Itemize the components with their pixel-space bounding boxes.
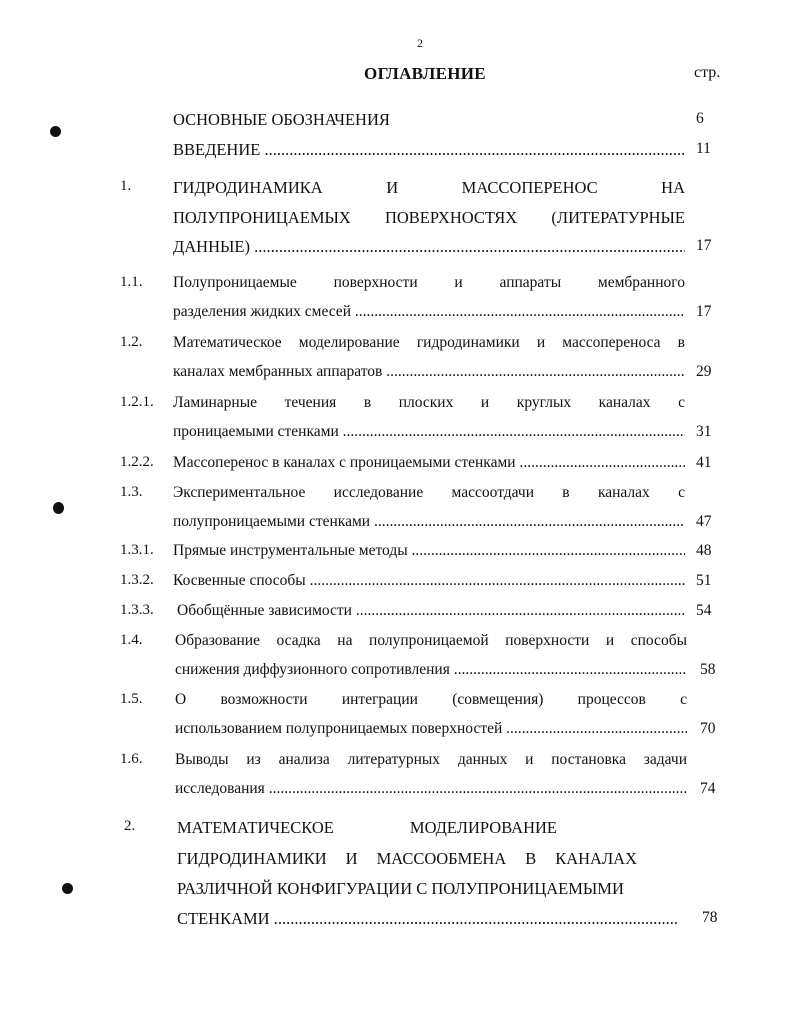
toc-entry-title[interactable]: Выводы из анализа литературных данных и постановка задачи bbox=[175, 751, 687, 768]
page-column-label: стр. bbox=[694, 64, 721, 81]
toc-entry-number: 1.2.1. bbox=[120, 394, 154, 410]
scan-speck bbox=[53, 502, 64, 514]
toc-entry-title[interactable]: Экспериментальное исследование массоотдачи в каналах с bbox=[173, 484, 685, 501]
toc-entry-title-cont[interactable]: полупроницаемыми стенками ..... bbox=[173, 513, 685, 531]
page-number: 2 bbox=[417, 36, 423, 50]
toc-entry-page: 74 bbox=[700, 780, 716, 797]
toc-entry-title[interactable]: Образование осадка на полупроницаемой поверхности и способы bbox=[175, 632, 687, 649]
toc-entry-title-cont[interactable]: разделения жидких смесей ..... bbox=[173, 303, 685, 321]
toc-entry-title-cont[interactable]: исследования ..... bbox=[175, 780, 687, 798]
toc-entry-title[interactable]: ГИДРОДИНАМИКА И МАССОПЕРЕНОС НА bbox=[173, 178, 685, 197]
toc-entry-page: 47 bbox=[696, 513, 712, 530]
toc-entry-number: 1.2. bbox=[120, 334, 143, 350]
toc-entry-number: 1.1. bbox=[120, 274, 143, 290]
toc-entry-page: 41 bbox=[696, 454, 712, 471]
toc-entry-title[interactable]: О возможности интеграции (совмещения) процессов с bbox=[175, 691, 687, 708]
toc-entry-number: 1.3.2. bbox=[120, 572, 154, 588]
toc-entry-title-cont[interactable]: ГИДРОДИНАМИКИ И МАССООБМЕНА В КАНАЛАХ bbox=[177, 849, 637, 868]
toc-entry-title[interactable]: ОСНОВНЫЕ ОБОЗНАЧЕНИЯ bbox=[173, 110, 390, 129]
toc-entry-number: 1. bbox=[120, 178, 132, 194]
toc-entry-title[interactable]: Косвенные способы ..... bbox=[173, 572, 685, 590]
scan-speck bbox=[50, 126, 61, 137]
toc-entry-page: 17 bbox=[696, 303, 712, 320]
toc-entry-title-cont[interactable]: ПОЛУПРОНИЦАЕМЫХ ПОВЕРХНОСТЯХ (ЛИТЕРАТУРНЫЕ bbox=[173, 208, 685, 227]
toc-entry-page: 78 bbox=[702, 909, 718, 926]
toc-entry-page: 54 bbox=[696, 602, 712, 619]
toc-entry-title[interactable]: Массоперенос в каналах с проницаемыми стенками ..... bbox=[173, 454, 685, 472]
toc-entry-page: 11 bbox=[696, 140, 711, 157]
toc-entry-title-cont[interactable]: использованием полупроницаемых поверхностей ..... bbox=[175, 720, 687, 738]
scan-speck bbox=[62, 883, 73, 894]
toc-entry-page: 6 bbox=[696, 110, 704, 127]
toc-entry-page: 70 bbox=[700, 720, 716, 737]
toc-entry-number: 1.3.1. bbox=[120, 542, 154, 558]
toc-entry-number: 2. bbox=[124, 818, 136, 834]
toc-entry-number: 1.2.2. bbox=[120, 454, 154, 470]
toc-entry-title-cont[interactable]: СТЕНКАМИ ..... bbox=[177, 909, 677, 929]
toc-entry-title[interactable]: Обобщённые зависимости ..... bbox=[177, 602, 685, 620]
toc-entry-number: 1.4. bbox=[120, 632, 143, 648]
toc-entry-number: 1.3.3. bbox=[120, 602, 154, 618]
toc-entry-page: 51 bbox=[696, 572, 712, 589]
page-title: ОГЛАВЛЕНИЕ bbox=[364, 64, 486, 83]
toc-entry-title-cont[interactable]: РАЗЛИЧНОЙ КОНФИГУРАЦИИ С ПОЛУПРОНИЦАЕМЫМИ bbox=[177, 879, 624, 898]
toc-entry-title[interactable]: Ламинарные течения в плоских и круглых каналах с bbox=[173, 394, 685, 411]
toc-entry-page: 17 bbox=[696, 237, 712, 254]
toc-entry-title-cont[interactable]: снижения диффузионного сопротивления ..... bbox=[175, 661, 687, 679]
toc-entry-page: 58 bbox=[700, 661, 716, 678]
toc-entry-page: 48 bbox=[696, 542, 712, 559]
toc-entry-number: 1.3. bbox=[120, 484, 143, 500]
toc-entry-page: 31 bbox=[696, 423, 712, 440]
toc-entry-title-cont[interactable]: ДАННЫЕ) ..... bbox=[173, 237, 685, 257]
toc-entry-number: 1.6. bbox=[120, 751, 143, 767]
toc-entry-title[interactable]: Полупроницаемые поверхности и аппараты мембранного bbox=[173, 274, 685, 291]
toc-entry-title[interactable]: Прямые инструментальные методы ..... bbox=[173, 542, 685, 560]
toc-entry-title[interactable]: Математическое моделирование гидродинамики и массопереноса в bbox=[173, 334, 685, 351]
toc-entry-title[interactable]: ВВЕДЕНИЕ ..... bbox=[173, 140, 685, 160]
toc-entry-title-cont[interactable]: каналах мембранных аппаратов ..... bbox=[173, 363, 685, 381]
toc-entry-number: 1.5. bbox=[120, 691, 143, 707]
toc-entry-title[interactable]: МАТЕМАТИЧЕСКОЕ МОДЕЛИРОВАНИЕ bbox=[177, 818, 557, 837]
toc-entry-title-cont[interactable]: проницаемыми стенками ..... bbox=[173, 423, 685, 441]
toc-entry-page: 29 bbox=[696, 363, 712, 380]
